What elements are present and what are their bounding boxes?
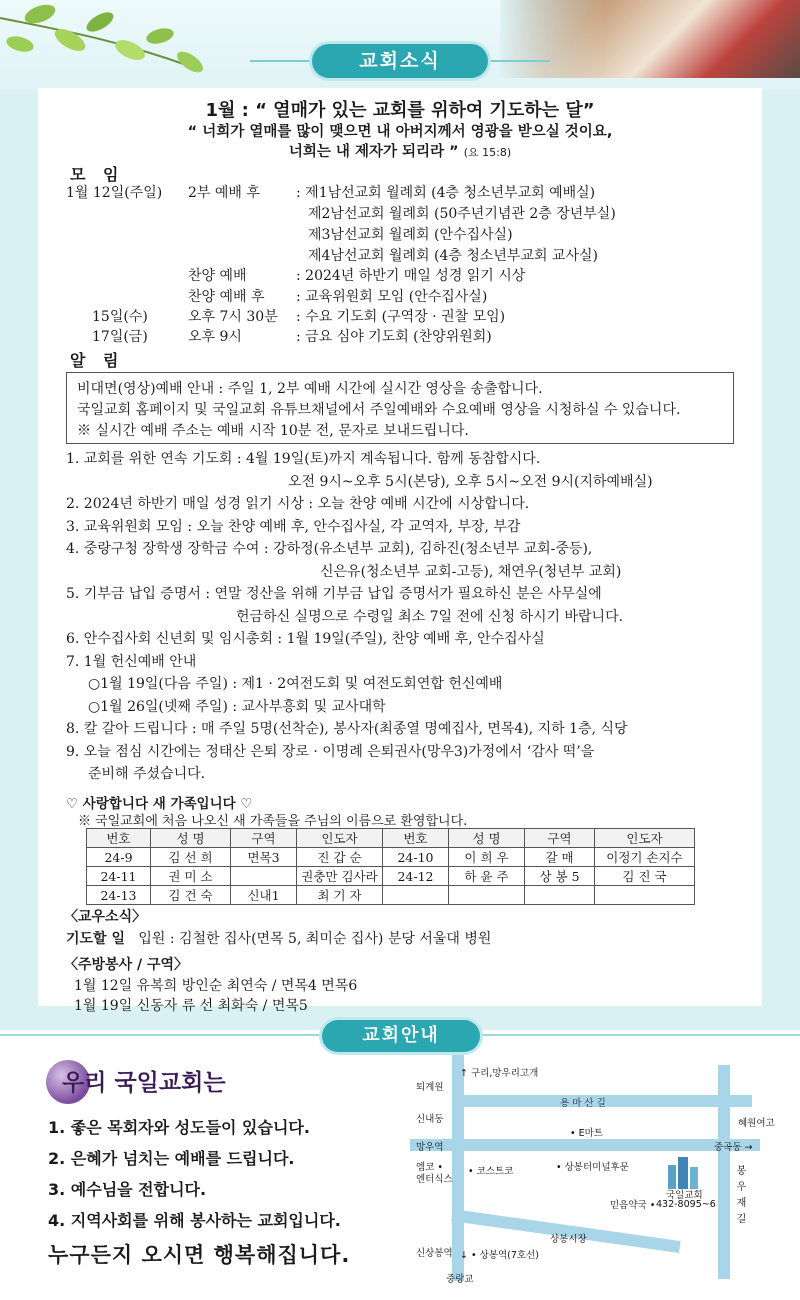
- table-cell: [383, 886, 449, 905]
- new-family-title: ♡ 사랑합니다 새 가족입니다 ♡: [66, 796, 253, 812]
- table-cell: 24-11: [87, 867, 151, 886]
- table-cell: 24-10: [383, 848, 449, 867]
- table-cell: 김 진 국: [595, 867, 695, 886]
- table-row: [87, 886, 695, 905]
- table-header-cell: 구역: [231, 829, 297, 848]
- church-point: 4. 지역사회를 위해 봉사하는 교회입니다.: [48, 1211, 341, 1230]
- notice-item: 4. 중랑구청 장학생 장학금 수여 : 강하정(유소년부 교회), 김하진(청소년부 교회-중등),: [66, 541, 593, 557]
- meeting-date: 1월 12일(주일): [66, 185, 163, 201]
- notice-item: 2. 2024년 하반기 매일 성경 읽기 시상 : 오늘 찬양 예배 시간에 시상합니다.: [66, 496, 530, 512]
- header-photo: [500, 0, 800, 78]
- table-header-cell: 번호: [383, 829, 449, 848]
- notice-box-line: 국일교회 홈페이지 및 국일교회 유튜브채널에서 주일예배와 수요예배 영상을 시청하실 수 있습니다.: [77, 402, 681, 418]
- church-point: 1. 좋은 목회자와 성도들이 있습니다.: [48, 1118, 310, 1137]
- table-cell: 면목3: [231, 848, 297, 867]
- new-family-table: [86, 828, 695, 905]
- verse-reference: (요 15:8): [463, 146, 512, 159]
- notice-box-line: ※ 실시간 예배 주소는 예배 시작 10분 전, 문자로 보내드립니다.: [77, 423, 469, 439]
- notice-item: 5. 기부금 납입 증명서 : 연말 정산을 위해 기부금 납입 증명서가 필요하신 분은 사무실에: [66, 586, 602, 602]
- verse-line-2: 너희는 내 제자가 되리라 ” (요 15:8): [288, 144, 512, 160]
- table-header-cell: 구역: [525, 829, 595, 848]
- meeting-time: 오후 9시: [188, 329, 242, 345]
- church-points: [48, 1112, 341, 1236]
- table-header-cell: 성 명: [449, 829, 525, 848]
- table-cell: 진 갑 순: [297, 848, 383, 867]
- meeting-date: 15일(수): [92, 309, 148, 325]
- notice-item: 6. 안수집사회 신년회 및 임시총회 : 1월 19일(주일), 찬양 예배 후, 안수집사실: [66, 631, 545, 647]
- notice-list: [66, 448, 756, 786]
- table-cell: 권충만 김사라: [297, 867, 383, 886]
- church-building-icon: [664, 1155, 704, 1189]
- new-family-note: ※ 국일교회에 처음 나오신 새 가족들을 주님의 이름으로 환영합니다.: [78, 814, 468, 829]
- meeting-date: 17일(금): [92, 329, 148, 345]
- map-label: • 코스트코: [468, 1166, 514, 1177]
- meetings-title: 모 임: [70, 165, 125, 184]
- church-point: 3. 예수님을 전합니다.: [48, 1180, 207, 1199]
- map-label: 432-8095~6: [656, 1199, 716, 1210]
- notice-item: ○1월 19일(다음 주일) : 제1 · 2여전도회 및 여전도회연합 헌신예배: [88, 676, 503, 692]
- our-church-heading: [46, 1060, 256, 1104]
- table-header-row: [87, 829, 695, 848]
- meeting-desc: : 수요 기도회 (구역장 · 권찰 모임): [296, 309, 506, 325]
- church-point: 2. 은혜가 넘치는 예배를 드립니다.: [48, 1149, 295, 1168]
- notice-box-line: 비대면(영상)예배 안내 : 주일 1, 2부 예배 시간에 실시간 영상을 송출합니다.: [77, 381, 543, 397]
- table-header-cell: 인도자: [297, 829, 383, 848]
- map-label: 중랑교: [446, 1274, 474, 1285]
- meeting-time: 찬양 예배 후: [188, 289, 265, 305]
- our-church-text: 우리 국일교회는: [62, 1070, 226, 1096]
- notice-item: 신은유(청소년부 교회-고등), 채연우(청년부 교회): [320, 563, 622, 580]
- meeting-desc: : 2024년 하반기 매일 성경 읽기 시상: [296, 268, 526, 284]
- table-cell: 24-13: [87, 886, 151, 905]
- map-label: 용 마 산 길: [560, 1098, 606, 1109]
- month-title: 1월 : “ 열매가 있는 교회를 위하여 기도하는 달”: [205, 100, 595, 121]
- map-road-junggok: [410, 1139, 760, 1151]
- member-news-line: [66, 928, 491, 948]
- leaves-decoration: [0, 0, 260, 90]
- table-cell: 24-9: [87, 848, 151, 867]
- meeting-desc: : 금요 심야 기도회 (찬양위원회): [296, 329, 492, 345]
- meeting-desc: 제4남선교회 월례회 (4층 청소년부교회 교사실): [308, 248, 598, 264]
- table-header-cell: 인도자: [595, 829, 695, 848]
- table-header-cell: 성 명: [151, 829, 231, 848]
- table-cell: 최 기 자: [297, 886, 383, 905]
- table-cell: 권 미 소: [151, 867, 231, 886]
- kitchen-line: 1월 12일 유복희 방인순 최연숙 / 면목4 면목6: [74, 978, 358, 994]
- map-label: 봉우재길: [734, 1165, 745, 1229]
- ribbon-line-right: [490, 60, 550, 62]
- table-cell: 갈 매: [525, 848, 595, 867]
- table-header-cell: 번호: [87, 829, 151, 848]
- ribbon-line-left: [250, 60, 310, 62]
- map-label: ↓ • 상봉역(7호선): [460, 1250, 539, 1261]
- table-cell: [449, 886, 525, 905]
- map-label: 퇴계원: [416, 1082, 444, 1093]
- notice-item: 9. 오늘 점심 시간에는 정태산 은퇴 장로 · 이명례 은퇴권사(망우3)가정에서 ‘감사 떡’을: [66, 743, 595, 760]
- map-label: • 상봉터미널후문: [556, 1162, 629, 1173]
- welcome-message: 누구든지 오시면 행복해집니다.: [48, 1243, 351, 1267]
- table-cell: 하 윤 주: [449, 867, 525, 886]
- notice-item: 8. 칼 갈아 드립니다 : 매 주일 5명(선착순), 봉사자(최종열 명예집사, 면목4), 지하 1층, 식당: [66, 721, 628, 737]
- notice-item: 3. 교육위원회 모임 : 오늘 찬양 예배 후, 안수집사실, 각 교역자, 부장, 부감: [66, 518, 521, 535]
- meeting-time: 찬양 예배: [188, 268, 247, 284]
- map-label: 엠코 •: [416, 1162, 443, 1173]
- table-cell: 신내1: [231, 886, 297, 905]
- table-cell: 이 희 우: [449, 848, 525, 867]
- notice-item: 1. 교회를 위한 연속 기도회 : 4월 19일(토)까지 계속됩니다. 함께 동참합시다.: [66, 451, 541, 467]
- table-row: [87, 848, 695, 867]
- meeting-desc: 제2남선교회 월례회 (50주년기념관 2층 장년부실): [308, 206, 616, 222]
- prayer-label: 기도할 일: [66, 931, 125, 947]
- table-cell: [595, 886, 695, 905]
- notice-item: ○1월 26일(넷째 주일) : 교사부흥회 및 교사대학: [88, 698, 386, 715]
- notices-title: 알 림: [70, 351, 125, 370]
- notice-item: 헌금하신 실명으로 수령일 최소 7일 전에 신청 하시기 바랍니다.: [236, 608, 624, 625]
- verse-line-1: “ 너희가 열매를 많이 맺으면 내 아버지께서 영광을 받으실 것이요,: [187, 124, 613, 140]
- table-cell: [525, 886, 595, 905]
- table-cell: 이정기 손지수: [595, 848, 695, 867]
- news-ribbon: 교회소식: [312, 44, 488, 78]
- kitchen-line: 1월 19일 신동자 류 선 최화숙 / 면목5: [74, 998, 308, 1014]
- table-cell: 24-12: [383, 867, 449, 886]
- table-cell: 상 봉 5: [525, 867, 595, 886]
- table-cell: 김 건 숙: [151, 886, 231, 905]
- table-row: [87, 867, 695, 886]
- meeting-desc: : 교육위원회 모임 (안수집사실): [296, 289, 488, 305]
- map-label: 혜원여고: [738, 1118, 775, 1129]
- prayer-text: 입원 : 김철한 집사(면목 5, 최미순 집사) 분당 서울대 병원: [138, 931, 492, 947]
- map-road-bongujae: [718, 1065, 730, 1279]
- table-cell: 김 선 희: [151, 848, 231, 867]
- notice-item: 7. 1월 헌신예배 안내: [66, 653, 197, 670]
- map-label: 신내동: [416, 1114, 444, 1125]
- meeting-desc: 제3남선교회 월례회 (안수집사실): [308, 227, 513, 243]
- map-label: 신상봉역: [416, 1248, 453, 1259]
- map-label: 중곡동 →: [714, 1142, 753, 1153]
- map-label: 믿음약국 •: [610, 1200, 656, 1211]
- map-label: 국일교회: [666, 1190, 703, 1201]
- map-label: 상봉시장: [550, 1234, 587, 1245]
- notice-item: 준비해 주셨습니다.: [88, 766, 206, 782]
- member-news-title: 〈교우소식〉: [64, 909, 147, 925]
- online-worship-notice: [66, 372, 734, 444]
- map-label: 망우역: [416, 1142, 444, 1153]
- map-label: • E마트: [570, 1128, 603, 1139]
- church-map: [410, 1055, 780, 1287]
- table-cell: [231, 867, 297, 886]
- guide-ribbon: 교회안내: [322, 1020, 480, 1052]
- notice-item: 오전 9시~오후 5시(본당), 오후 5시~오전 9시(지하예배실): [288, 473, 653, 490]
- meeting-desc: : 제1남선교회 월례회 (4층 청소년부교회 예배실): [296, 185, 596, 201]
- meeting-time: 오후 7시 30분: [188, 309, 278, 325]
- map-label: 엔터식스: [416, 1174, 453, 1185]
- map-label: ↑ 구리,망우리고개: [460, 1068, 539, 1079]
- meeting-time: 2부 예배 후: [188, 185, 260, 201]
- kitchen-title: 〈주방봉사 / 구역〉: [64, 957, 189, 973]
